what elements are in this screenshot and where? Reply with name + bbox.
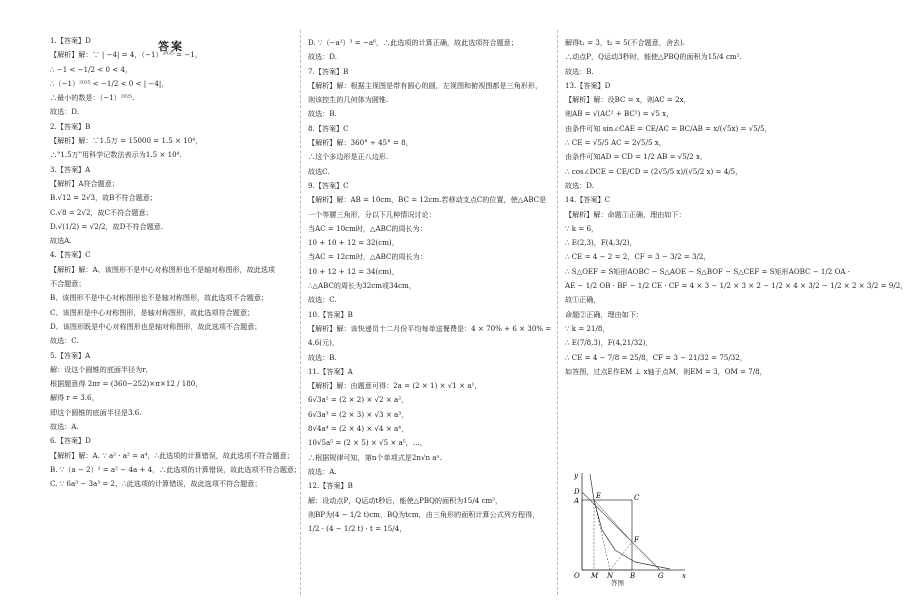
col3-line: 解得t₁ = 3，t₂ = 5(不合题意，舍去). <box>565 38 686 47</box>
col2-line: 【解析】解：该快递员十二月份平均每单送餐费是：4 × 70% + 6 × 30% = <box>308 323 552 333</box>
col1-line: 不合题意； <box>50 279 86 289</box>
col1-line: B. ∵（a − 2）² = a² − 4a + 4，∴此选项的计算错误，故此选项不符合题意； <box>50 464 302 474</box>
hyperbola-curve <box>590 474 670 569</box>
col2-line: 10 + 12 + 12 = 34(cm)， <box>308 266 399 276</box>
label-n: N <box>607 572 614 580</box>
col2-line: 故选：D. <box>308 52 337 62</box>
col2-line: 10.【答案】B <box>308 309 353 319</box>
col2-line: ∴根据规律可知，第n个单项式是2n√n aⁿ. <box>308 452 442 462</box>
label-m: M <box>591 572 599 580</box>
col1-line: 【解析】解：A、该图形不是中心对称图形也不是轴对称图形，故此选项 <box>50 264 276 274</box>
col2-line: 【解析】解：AB = 10cm，BC = 12cm.若移动支点C的位置，使△ABC是 <box>308 195 547 205</box>
col1-line: B、该图形不是中心对称图形也不是轴对称图形，故此选项不合题意； <box>50 293 269 303</box>
col2-line: 12.【答案】B <box>308 481 353 491</box>
col1-line: 故选A. <box>50 236 72 246</box>
column-2 <box>308 36 558 536</box>
col3-line: ∴ E(7/8,3)，F(4,21/32)， <box>565 338 653 348</box>
col2-line: 【解析】解：由题意可得：2a = (2 × 1) × √1 × a¹， <box>308 381 482 391</box>
col3-line: 故①正确， <box>565 295 601 305</box>
col2-line: 【解析】解：360° ÷ 45° = 8， <box>308 138 413 148</box>
col3-line: 故选：D. <box>565 180 594 190</box>
col2-line: 1/2 · (4 − 1/2 t) · t = 15/4， <box>308 524 407 534</box>
col1-line: 解：设这个圆锥的底面半径为r， <box>50 364 153 374</box>
col3-line: ∵ k = 6， <box>565 223 599 233</box>
label-b: B <box>630 572 636 580</box>
col1-line: 6.【答案】D <box>50 436 91 446</box>
col2-line: 当AC = 10cm时，△ABC的周长为： <box>308 223 427 233</box>
col2-line: 11.【答案】A <box>308 366 353 376</box>
col3-line: ∴ E(2,3)，F(4,3/2)， <box>565 238 637 248</box>
col1-line: D.√(1/2) = √2/2，故D不符合题意. <box>50 221 164 231</box>
label-d: D <box>574 488 580 496</box>
label-y: y <box>574 472 578 480</box>
column-divider-1 <box>300 30 301 595</box>
col1-line: 即这个圆锥的底面半径是3.6. <box>50 407 142 417</box>
col3-line: AE − 1/2 OB · BF − 1/2 CE · CF = 4 × 3 − 1/2 × 3 × 2 − 1/2 × 4 × 3/2 − 1/2 × 2 × 3/2 = 9/2， <box>565 281 907 291</box>
label-c: C <box>634 494 640 502</box>
label-f: F <box>634 536 639 544</box>
line-dg <box>582 492 660 570</box>
col3-line: 由条件可知AD = CD = 1/2 AB = √5/2 x， <box>565 152 708 162</box>
rectangle-aobc <box>582 500 632 570</box>
col3-line: 故选：B. <box>565 66 594 76</box>
col1-line: 3.【答案】A <box>50 164 91 174</box>
col2-line: D. ∵（−a²）³ = −a⁶，∴此选项的计算正确，故此选项符合题意； <box>308 38 518 47</box>
col1-line: 解得 r = 3.6， <box>50 393 99 403</box>
geometry-figure <box>570 470 690 580</box>
col3-line: ∴ CE = 4 − 2 = 2，CF = 3 − 3/2 = 3/2， <box>565 252 711 262</box>
col1-line: 故选：A. <box>50 422 79 432</box>
col3-line: ∴ CE = 4 − 7/8 = 25/8，CF = 3 − 21/32 = 75/32， <box>565 352 747 362</box>
col3-line: 14.【答案】C <box>565 195 611 205</box>
col1-line: 根据题意得 2πr = (360−252)×π×12 / 180， <box>50 379 203 389</box>
page-title: 答案 <box>158 40 184 53</box>
col1-line: 1.【答案】D <box>50 36 91 45</box>
col1-line: ∴最小的数是：（−1）²⁰²⁵. <box>50 93 135 103</box>
col2-line: 故选：C. <box>308 295 337 305</box>
col1-line: B.√12 = 2√3，故B不符合题意； <box>50 193 157 203</box>
col1-line: C、该图形是中心对称图形，是轴对称图形，故此选项符合题意； <box>50 307 255 317</box>
col2-line: 一个等腰三角形，分以下几种情况讨论： <box>308 209 436 219</box>
col1-line: 【解析】解：∵1.5万 = 15000 = 1.5 × 10⁴， <box>50 136 203 146</box>
col2-line: 6√3a³ = (2 × 3) × √3 × a³， <box>308 409 409 419</box>
label-e: E <box>596 492 602 500</box>
col1-line: 5.【答案】A <box>50 350 91 360</box>
col2-line: 则BP为(4 − 1/2 t)cm，BQ为tcm，由三角形的面积计算公式列方程得， <box>308 509 540 519</box>
col1-line: 故选：D. <box>50 107 79 117</box>
label-x: x <box>682 572 686 580</box>
col1-line: 4.【答案】C <box>50 250 91 260</box>
col3-line: ∵ k = 21/8， <box>565 323 610 333</box>
col2-line: 7.【答案】B <box>308 66 349 76</box>
column-3 <box>565 36 907 379</box>
line-en <box>594 500 610 570</box>
col2-line: ∴△ABC的周长为32cm或34cm， <box>308 281 416 291</box>
col1-line: 故选：C. <box>50 336 79 346</box>
col1-line: C. ∵ 6a³ − 3a³ = 2，∴此选项的计算错误，故此选项不符合题意； <box>50 479 262 489</box>
label-a: A <box>574 497 580 505</box>
col2-line: 4.6(元)， <box>308 338 340 348</box>
col1-line: 【解析】解：A. ∵ a² · a² = a⁴，∴此选项的计算错误，故此选项不符合题意； <box>50 450 294 460</box>
col2-line: 故选：B. <box>308 352 337 362</box>
col2-line: 解：设动点P，Q运动t秒后，能使△PBQ的面积为15/4 cm²， <box>308 495 503 505</box>
col2-line: 8√4a⁴ = (2 × 4) × √4 × a⁴， <box>308 424 409 434</box>
col1-line: D、该图形既是中心对称图形也是轴对称图形，故此选项不合题意； <box>50 321 262 331</box>
col2-line: 当AC = 12cm时，△ABC的周长为： <box>308 252 427 262</box>
col2-line: ∴这个多边形是正八边形. <box>308 152 389 162</box>
col1-line: C.√8 = 2√2，故C不符合题意； <box>50 207 153 217</box>
col2-line: 【解析】解：根据主视图是带有圆心的圆，左视图和俯视图都是三角形形， <box>308 80 543 90</box>
line-nf <box>610 542 632 570</box>
col3-line: 由条件可知 sin∠CAE = CE/AC = BC/AB = x/(√5x) = √5/5， <box>565 123 772 133</box>
col2-line: 故选：B. <box>308 109 337 119</box>
col1-line: 【解析】A符合题意； <box>50 178 119 188</box>
label-o: O <box>574 572 580 580</box>
label-g: G <box>658 572 664 580</box>
col2-line: 则该控生的几何体为圆锥. <box>308 95 389 105</box>
col3-line: ∴动点P，Q运动3秒时，能使△PBQ的面积为15/4 cm². <box>565 52 742 62</box>
col1-line: 【解析】解：∵ | −4| = 4，（−1）²⁰²⁵ = −1， <box>50 50 202 60</box>
col2-line: 6√3a² = (2 × 2) × √2 × a²， <box>308 395 409 405</box>
col3-line: 13.【答案】D <box>565 80 611 90</box>
col3-line: 【解析】解：命题①正确，理由如下： <box>565 209 686 219</box>
col3-line: 如答图，过点E作EM ⊥ x轴于点M，则EM = 3，OM = 7/8， <box>565 366 767 376</box>
col2-line: 10 + 10 + 12 = 32(cm)， <box>308 238 399 248</box>
col3-line: ∴ cos∠DCE = CE/CD = (2√5/5 x)/(√5/2 x) = 4/5， <box>565 166 743 176</box>
col1-line: 2.【答案】B <box>50 121 91 131</box>
col2-line: 故选：A. <box>308 466 337 476</box>
col2-line: 10√5a⁵ = (2 × 5) × √5 × a⁵，…， <box>308 438 427 448</box>
col3-line: ∴ CE = √5/5 AC = 2√5/5 x， <box>565 138 666 148</box>
col2-line: 8.【答案】C <box>308 123 349 133</box>
col1-line: ∴ −1 < −1/2 < 0 < 4， <box>50 64 133 74</box>
col3-line: 【解析】解：设BC = x，则AC = 2x， <box>565 95 691 105</box>
col3-line: 则AB = √(AC² + BC²) = √5 x， <box>565 109 674 119</box>
col2-line: 故选C. <box>308 166 330 176</box>
col3-line: 命题②正确，理由如下： <box>565 309 644 319</box>
figure-caption: 答图 <box>611 579 624 587</box>
col2-line: 9.【答案】C <box>308 180 349 190</box>
col3-line: ∴ S△OEF = S矩形AOBC − S△AOE − S△BOF − S△CEF = S矩形AOBC − 1/2 OA · <box>565 266 851 276</box>
col1-line: ∴"1.5万"用科学记数法表示为1.5 × 10⁴. <box>50 150 182 160</box>
col1-line: ∴（−1）²⁰²⁵ < −1/2 < 0 < | −4|， <box>50 78 169 88</box>
column-1 <box>50 34 300 492</box>
